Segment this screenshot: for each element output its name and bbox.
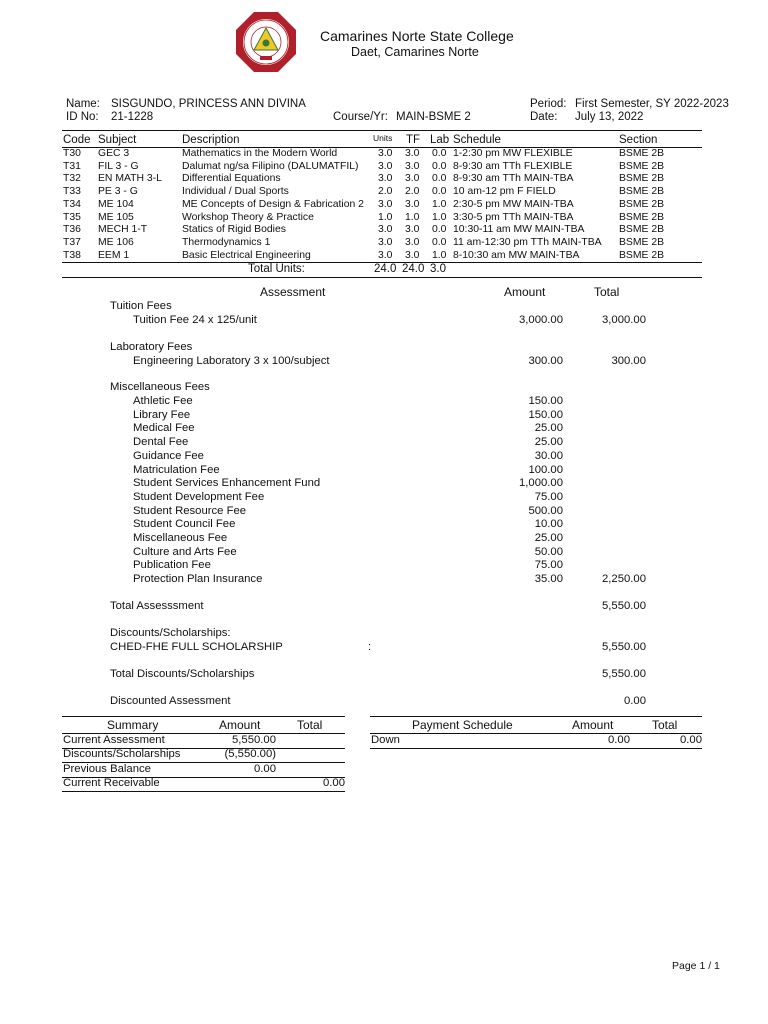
college-name: Camarines Norte State College: [320, 28, 514, 44]
row-description: Individual / Dual Sports: [182, 186, 289, 198]
tuition-title: Tuition Fees: [110, 300, 172, 312]
row-units: 3.0: [378, 173, 393, 185]
row-schedule: 8-10:30 am MW MAIN-TBA: [453, 249, 580, 261]
payment-top-rule: [370, 716, 702, 717]
row-code: T33: [63, 186, 81, 198]
total-header: Total: [594, 285, 620, 299]
tuition-item: Tuition Fee 24 x 125/unit: [133, 314, 257, 326]
scholarship-colon: :: [368, 641, 372, 653]
student-period: First Semester, SY 2022-2023: [575, 98, 729, 110]
misc-item-amount: 10.00: [534, 518, 563, 531]
lab-item: Engineering Laboratory 3 x 100/subject: [133, 355, 330, 367]
row-subject: MECH 1-T: [98, 224, 148, 236]
student-id: 21-1228: [111, 111, 154, 123]
row-schedule: 11 am-12:30 pm TTh MAIN-TBA: [453, 236, 602, 248]
row-code: T37: [63, 236, 81, 248]
student-date: July 13, 2022: [575, 111, 644, 123]
amount-header: Amount: [504, 285, 546, 299]
discounted-label: Discounted Assessment: [110, 695, 231, 707]
row-section: BSME 2B: [619, 249, 665, 261]
row-tf: 3.0: [405, 160, 420, 172]
college-logo: [234, 10, 298, 74]
row-code: T38: [63, 249, 81, 261]
tuition-amount: 3,000.00: [519, 314, 563, 326]
row-description: Statics of Rigid Bodies: [182, 224, 286, 236]
row-units: 3.0: [378, 249, 393, 261]
row-code: T30: [63, 148, 81, 159]
misc-item-label: Library Fee: [133, 408, 191, 421]
name-label: Name:: [66, 98, 100, 110]
row-units: 3.0: [378, 198, 393, 210]
payment-row-amount: 0.00: [608, 734, 630, 746]
id-label: ID No:: [66, 111, 99, 123]
totals-rule: [62, 277, 702, 278]
summary-header: Summary: [107, 718, 159, 732]
row-tf: 3.0: [405, 173, 420, 185]
row-tf: 3.0: [405, 198, 420, 210]
misc-item-amount: 75.00: [534, 490, 563, 503]
row-section: BSME 2B: [619, 236, 665, 248]
row-tf: 3.0: [405, 236, 420, 248]
payment-header: Payment Schedule: [412, 718, 513, 732]
summary-row-amount: 5,550.00: [232, 734, 276, 746]
misc-item-label: Dental Fee: [133, 436, 189, 449]
row-units: 3.0: [378, 236, 393, 248]
row-lab: 0.0: [432, 148, 447, 159]
misc-item-amount: 30.00: [534, 449, 563, 462]
summary-total-header: Total: [297, 718, 323, 732]
row-description: Thermodynamics 1: [182, 236, 271, 248]
summary-amount-header: Amount: [219, 718, 261, 732]
row-subject: PE 3 - G: [98, 186, 138, 198]
misc-total: 2,250.00: [602, 573, 646, 585]
row-lab: 0.0: [432, 186, 447, 198]
row-units: 1.0: [378, 211, 393, 223]
col-units: Units: [373, 133, 393, 143]
scholarship-amount: 5,550.00: [602, 641, 646, 653]
row-units: 2.0: [378, 186, 393, 198]
row-subject: ME 105: [98, 211, 134, 223]
col-schedule: Schedule: [453, 134, 501, 146]
misc-item-amount: 25.00: [534, 532, 563, 544]
misc-item-label: Student Services Enhancement Fund: [133, 477, 321, 490]
row-lab: 1.0: [432, 198, 447, 210]
row-subject: GEC 3: [98, 148, 130, 159]
payment-row-total: 0.00: [680, 734, 702, 746]
row-code: T31: [63, 160, 81, 172]
misc-item-amount: 100.00: [528, 463, 563, 476]
course-label: Course/Yr:: [333, 111, 388, 123]
total-units: 24.0: [374, 263, 397, 275]
summary-row-label: Previous Balance: [63, 762, 151, 775]
payment-amount-header: Amount: [572, 718, 614, 732]
summary-row-total: 0.00: [323, 776, 345, 789]
misc-item-label: Guidance Fee: [133, 449, 204, 462]
row-schedule: 3:30-5 pm TTh MAIN-TBA: [453, 211, 574, 223]
row-code: T34: [63, 198, 81, 210]
total-discounts-label: Total Discounts/Scholarships: [110, 668, 255, 680]
row-section: BSME 2B: [619, 173, 665, 185]
row-section: BSME 2B: [619, 198, 665, 210]
misc-item-label: Protection Plan Insurance: [133, 573, 263, 586]
row-subject: EN MATH 3-L: [98, 173, 162, 185]
college-address: Daet, Camarines Norte: [351, 45, 479, 59]
row-schedule: 1-2:30 pm MW FLEXIBLE: [453, 148, 573, 159]
summary-top-rule: [62, 716, 345, 717]
misc-item-label: Culture and Arts Fee: [133, 545, 237, 558]
misc-item-label: Miscellaneous Fee: [133, 532, 228, 544]
misc-item-amount: 50.00: [534, 545, 563, 558]
row-description: Differential Equations: [182, 173, 281, 185]
col-code: Code: [63, 134, 91, 146]
misc-item-amount: 25.00: [534, 436, 563, 449]
misc-item-amount: 35.00: [534, 573, 563, 586]
row-section: BSME 2B: [619, 224, 665, 236]
row-tf: 3.0: [405, 148, 420, 159]
total-discounts: 5,550.00: [602, 668, 646, 680]
summary-row-amount: 0.00: [254, 762, 276, 775]
misc-item-label: Matriculation Fee: [133, 463, 220, 476]
discounts-title: Discounts/Scholarships:: [110, 627, 231, 639]
row-section: BSME 2B: [619, 211, 665, 223]
misc-item-label: Medical Fee: [133, 422, 195, 435]
summary-row-label: Discounts/Scholarships: [63, 748, 181, 761]
payment-row-label: Down: [371, 734, 400, 746]
row-code: T35: [63, 211, 81, 223]
row-tf: 1.0: [405, 211, 420, 223]
total-assessment-label: Total Assesssment: [110, 600, 204, 612]
row-description: Mathematics in the Modern World: [182, 148, 338, 159]
col-description: Description: [182, 134, 240, 146]
row-tf: 3.0: [405, 224, 420, 236]
summary-row-amount: (5,550.00): [224, 748, 276, 761]
total-units-label: Total Units:: [248, 263, 305, 275]
summary-row-label: Current Assessment: [63, 734, 165, 746]
row-section: BSME 2B: [619, 148, 665, 159]
total-assessment: 5,550.00: [602, 600, 646, 612]
misc-item-amount: 75.00: [534, 559, 563, 572]
misc-item-amount: 500.00: [528, 504, 563, 517]
row-section: BSME 2B: [619, 160, 665, 172]
payment-row-rule: [370, 748, 702, 749]
row-units: 3.0: [378, 224, 393, 236]
payment-total-header: Total: [652, 718, 678, 732]
total-tf: 24.0: [402, 263, 425, 275]
row-description: Dalumat ng/sa Filipino (DALUMATFIL): [182, 160, 359, 172]
misc-title: Miscellaneous Fees: [110, 381, 210, 393]
lab-amount: 300.00: [528, 355, 563, 367]
row-schedule: 8-9:30 am TTh FLEXIBLE: [453, 160, 573, 172]
row-tf: 2.0: [405, 186, 420, 198]
col-tf: TF: [406, 134, 421, 146]
period-label: Period:: [530, 98, 567, 110]
summary-row-rule: [62, 791, 345, 792]
scholarship-label: CHED-FHE FULL SCHOLARSHIP: [110, 641, 283, 653]
row-lab: 1.0: [432, 211, 447, 223]
row-units: 3.0: [378, 160, 393, 172]
row-lab: 0.0: [432, 160, 447, 172]
lab-total: 300.00: [611, 355, 646, 367]
row-code: T36: [63, 224, 81, 236]
misc-item-amount: 25.00: [534, 422, 563, 435]
row-schedule: 8-9:30 am TTh MAIN-TBA: [453, 173, 574, 185]
col-subject: Subject: [98, 134, 137, 146]
misc-item-label: Athletic Fee: [133, 395, 193, 407]
misc-item-label: Student Council Fee: [133, 518, 236, 531]
summary-row-label: Current Receivable: [63, 776, 160, 789]
row-subject: ME 106: [98, 236, 134, 248]
row-tf: 3.0: [405, 249, 420, 261]
misc-item-amount: 150.00: [528, 408, 563, 421]
col-lab: Lab: [430, 134, 450, 146]
row-lab: 0.0: [432, 224, 447, 236]
row-description: Basic Electrical Engineering: [182, 249, 311, 261]
row-units: 3.0: [378, 148, 393, 159]
row-lab: 1.0: [432, 249, 447, 261]
date-label: Date:: [530, 111, 558, 123]
misc-item-label: Student Resource Fee: [133, 504, 247, 517]
col-section: Section: [619, 134, 658, 146]
row-section: BSME 2B: [619, 186, 665, 198]
row-schedule: 10 am-12 pm F FIELD: [453, 186, 556, 198]
row-schedule: 2:30-5 pm MW MAIN-TBA: [453, 198, 574, 210]
tuition-total: 3,000.00: [602, 314, 646, 326]
discounted-assessment: 0.00: [624, 695, 646, 707]
misc-item-amount: 1,000.00: [519, 477, 563, 490]
assessment-header: Assessment: [260, 285, 326, 299]
row-description: ME Concepts of Design & Fabrication 2: [182, 198, 364, 210]
student-name: SISGUNDO, PRINCESS ANN DIVINA: [111, 98, 306, 110]
row-lab: 0.0: [432, 236, 447, 248]
row-code: T32: [63, 173, 81, 185]
row-subject: FIL 3 - G: [98, 160, 139, 172]
row-schedule: 10:30-11 am MW MAIN-TBA: [453, 224, 585, 236]
lab-title: Laboratory Fees: [110, 341, 193, 353]
subjects-top-rule: [62, 130, 702, 131]
misc-item-label: Publication Fee: [133, 559, 211, 572]
misc-item-label: Student Development Fee: [133, 490, 265, 503]
row-description: Workshop Theory & Practice: [182, 211, 314, 223]
student-course: MAIN-BSME 2: [396, 111, 471, 123]
misc-item-amount: 150.00: [528, 395, 563, 407]
page-number: Page 1 / 1: [672, 960, 720, 972]
row-lab: 0.0: [432, 173, 447, 185]
row-subject: EEM 1: [98, 249, 130, 261]
total-lab: 3.0: [430, 263, 446, 275]
row-subject: ME 104: [98, 198, 134, 210]
